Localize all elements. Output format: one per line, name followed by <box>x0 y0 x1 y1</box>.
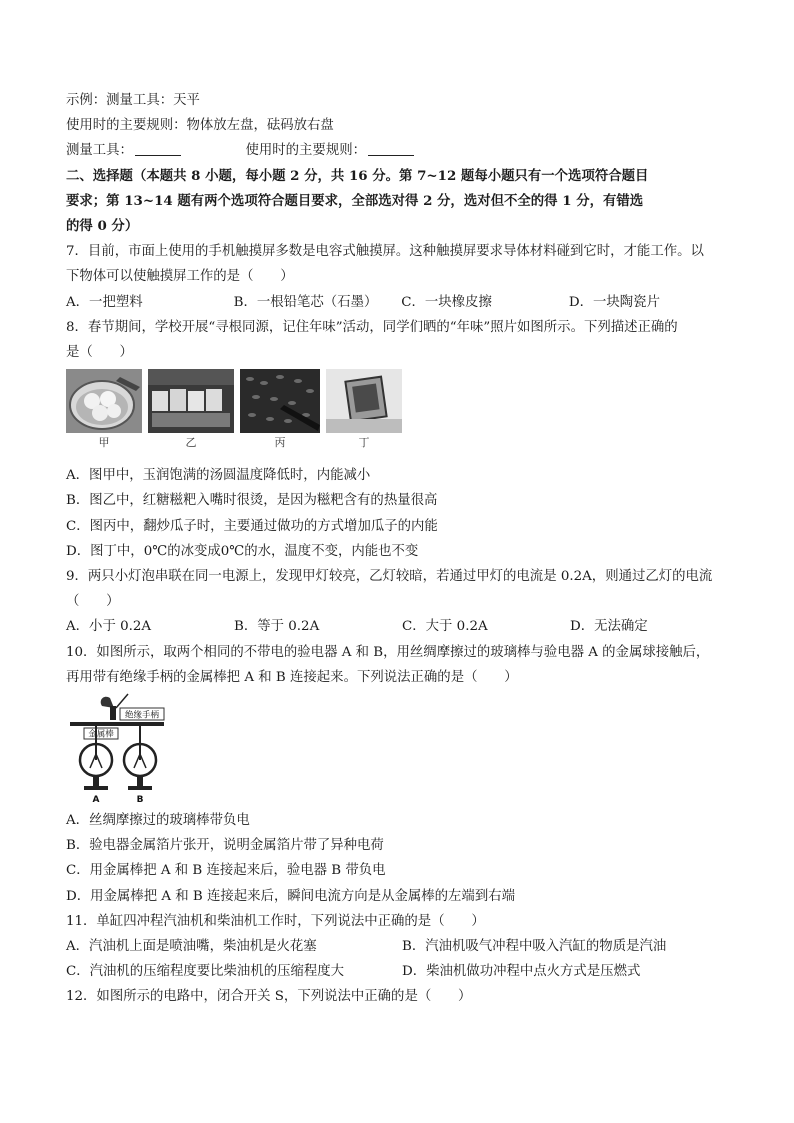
q11-options-row1 <box>66 934 736 959</box>
q9-option-b: B．等于 0.2A <box>234 619 320 635</box>
q9-option-c: C．大于 0.2A <box>402 619 488 635</box>
q8-option-c: C．图丙中，翻炒瓜子时，主要通过做功的方式增加瓜子的内能 <box>66 518 438 534</box>
ciba-photo-image <box>148 369 234 433</box>
q7-stem-2: 下物体可以使触摸屏工作的是（ ） <box>66 269 294 285</box>
q9-option-d: D．无法确定 <box>570 619 648 635</box>
section2-heading-2: 要求；第 13~14 题有两个选项符合题目要求，全部选对得 2 分，选对但不全的得 1 分，有错选 <box>66 192 644 209</box>
electroscope-b <box>124 726 156 790</box>
exam-page <box>66 88 736 1010</box>
photo-yi <box>148 369 234 451</box>
q9-option-a: A．小于 0.2A <box>66 619 152 635</box>
q8-option-d: D．图丁中，0℃的冰变成0℃的水，温度不变，内能也不变 <box>66 543 419 559</box>
q11-option-d: D．柴油机做功冲程中点火方式是压燃式 <box>402 964 641 980</box>
electroscope-diagram <box>66 692 176 808</box>
q11-options-row2 <box>66 959 736 984</box>
q10-stem-2: 再用带有绝缘手柄的金属棒把 A 和 B 连接起来。下列说法正确的是（ ） <box>66 669 518 685</box>
label-a: A <box>92 795 100 806</box>
handle-label: 绝缘手柄 <box>124 710 160 721</box>
q7-stem-1: 7．目前，市面上使用的手机触摸屏多数是电容式触摸屏。这种触摸屏要求导体材料碰到它时，才能工作。以 <box>66 244 704 260</box>
section2-heading-1: 二、选择题（本题共 8 小题，每小题 2 分，共 16 分。第 7~12 题每小题只有一个选项符合题目 <box>66 167 649 184</box>
q12-stem: 12．如图所示的电路中，闭合开关 S，下列说法中正确的是（ ） <box>66 989 472 1005</box>
q10-option-d: D．用金属棒把 A 和 B 连接起来后，瞬间电流方向是从金属棒的左端到右端 <box>66 888 515 904</box>
ice-photo-image <box>326 369 402 433</box>
photo-jia <box>66 369 142 451</box>
q11-option-a: A．汽油机上面是喷油嘴，柴油机是火花塞 <box>66 939 317 955</box>
rule-label: 使用时的主要规则： <box>245 143 366 159</box>
caption-jia: 甲 <box>98 436 110 450</box>
q8-option-b: B．图乙中，红糖糍粑入嘴时很烫，是因为糍粑含有的热量很高 <box>66 493 438 509</box>
rule-blank <box>368 141 414 156</box>
q7-option-b: B．一根铅笔芯（石墨） <box>233 294 378 310</box>
photo-ding <box>326 369 402 451</box>
label-b: B <box>136 795 144 806</box>
q9-options <box>66 614 736 639</box>
q10-option-c: C．用金属棒把 A 和 B 连接起来后，验电器 B 带负电 <box>66 863 386 879</box>
section2-heading-3: 的得 0 分） <box>66 218 139 235</box>
q10-option-b: B．验电器金属箔片张开，说明金属箔片带了异种电荷 <box>66 838 384 854</box>
q8-stem-2: 是（ ） <box>66 345 133 361</box>
q9-stem-1: 9．两只小灯泡串联在同一电源上，发现甲灯较亮，乙灯较暗，若通过甲灯的电流是 0.2A，则通过乙灯的电流 <box>66 569 713 585</box>
q11-stem: 11．单缸四冲程汽油机和柴油机工作时，下列说法中正确的是（ ） <box>66 913 485 929</box>
q7-option-a: A．一把塑料 <box>66 294 143 310</box>
caption-ding: 丁 <box>358 436 370 450</box>
photo-bing <box>240 369 320 451</box>
example-rule-line: 使用时的主要规则：物体放左盘，砝码放右盘 <box>66 118 334 134</box>
q8-stem-1: 8．春节期间，学校开展“寻根同源，记住年味”活动，同学们晒的“年味”照片如图所示。下列描述正确的 <box>66 319 678 335</box>
q8-option-a: A．图甲中，玉润饱满的汤圆温度降低时，内能减小 <box>66 468 371 484</box>
guazi-photo-image <box>240 369 320 433</box>
q9-stem-2: （ ） <box>66 594 120 610</box>
caption-yi: 乙 <box>185 436 197 450</box>
q11-option-b: B．汽油机吸气冲程中吸入汽缸的物质是汽油 <box>402 939 667 955</box>
answer-line <box>66 138 736 163</box>
q11-option-c: C．汽油机的压缩程度要比柴油机的压缩程度大 <box>66 964 345 980</box>
q7-options <box>66 290 736 315</box>
q7-option-d: D．一块陶瓷片 <box>568 294 660 310</box>
q8-photos <box>66 369 736 461</box>
tangyuan-photo-image <box>66 369 142 433</box>
q10-stem-1: 10．如图所示，取两个相同的不带电的验电器 A 和 B，用丝绸摩擦过的玻璃棒与验电器 A 的金属球接触后， <box>66 644 710 660</box>
q7-option-c: C．一块橡皮擦 <box>401 294 492 310</box>
tool-label: 测量工具： <box>66 143 133 159</box>
rod-label: 金属棒 <box>88 729 114 740</box>
example-line: 示例：测量工具：天平 <box>66 93 200 108</box>
caption-bing: 丙 <box>274 436 286 450</box>
q10-option-a: A．丝绸摩擦过的玻璃棒带负电 <box>66 813 250 829</box>
tool-blank <box>135 141 181 156</box>
electroscope-figure <box>66 692 736 808</box>
